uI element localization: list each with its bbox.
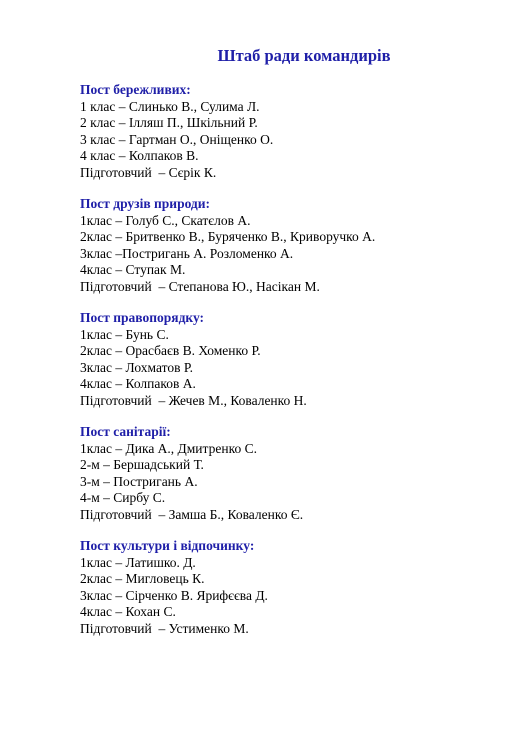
page-title: Штаб ради командирів bbox=[217, 46, 391, 65]
section-post-sanitarii bbox=[80, 424, 510, 523]
member-line: 4клас – Кохан С. bbox=[80, 604, 176, 619]
member-line: Підготовчий – Жечев М., Коваленко Н. bbox=[80, 392, 307, 408]
sections-container bbox=[80, 82, 510, 652]
member-line: Підготовчий – Устименко М. bbox=[80, 620, 249, 636]
member-line: 2 клас – Ілляш П., Шкільний Р. bbox=[80, 115, 258, 130]
section-heading: Пост бережливих: bbox=[80, 82, 191, 97]
member-line: 3клас – Сірченко В. Ярифєєва Д. bbox=[80, 587, 268, 603]
member-line: 2клас – Бритвенко В., Буряченко В., Криворучко А. bbox=[80, 229, 376, 244]
member-line: 1 клас – Слинько В., Сулима Л. bbox=[80, 98, 260, 114]
member-line: 3-м – Постригань А. bbox=[80, 473, 198, 489]
member-line: 3клас –Постригань А. Розломенко А. bbox=[80, 245, 294, 261]
section-heading: Пост друзів природи: bbox=[80, 196, 211, 211]
member-line: 2клас – Орасбаєв В. Хоменко Р. bbox=[80, 343, 261, 358]
member-line: 2клас – Мигловець К. bbox=[80, 571, 205, 586]
section-heading: Пост санітарії: bbox=[80, 424, 171, 439]
member-line: Підготовчий – Степанова Ю., Насікан М. bbox=[80, 278, 320, 294]
member-line: 4клас – Ступак М. bbox=[80, 262, 186, 277]
section-heading: Пост культури і відпочинку: bbox=[80, 538, 255, 553]
section-heading: Пост правопорядку: bbox=[80, 310, 205, 325]
section-post-druziv-pryrody bbox=[80, 196, 510, 295]
member-line: 4-м – Сирбу С. bbox=[80, 490, 166, 505]
member-line: 4 клас – Колпаков В. bbox=[80, 148, 199, 163]
member-line: Підготовчий – Сєрік К. bbox=[80, 164, 217, 180]
section-post-pravoporiadku bbox=[80, 310, 510, 409]
member-line: Підготовчий – Замша Б., Коваленко Є. bbox=[80, 506, 304, 522]
member-line: 4клас – Колпаков А. bbox=[80, 376, 196, 391]
member-line: 1клас – Дика А., Дмитренко С. bbox=[80, 440, 257, 456]
section-post-berezhlyvykh bbox=[80, 82, 510, 181]
member-line: 1клас – Бунь С. bbox=[80, 326, 169, 342]
member-line: 3клас – Лохматов Р. bbox=[80, 359, 194, 375]
section-post-kultury-i-vidpochynku bbox=[80, 538, 510, 637]
member-line: 1клас – Латишко. Д. bbox=[80, 554, 196, 570]
member-line: 3 клас – Гартман О., Оніщенко О. bbox=[80, 131, 274, 147]
member-line: 1клас – Голуб С., Скатєлов А. bbox=[80, 212, 251, 228]
member-line: 2-м – Бершадський Т. bbox=[80, 457, 204, 472]
